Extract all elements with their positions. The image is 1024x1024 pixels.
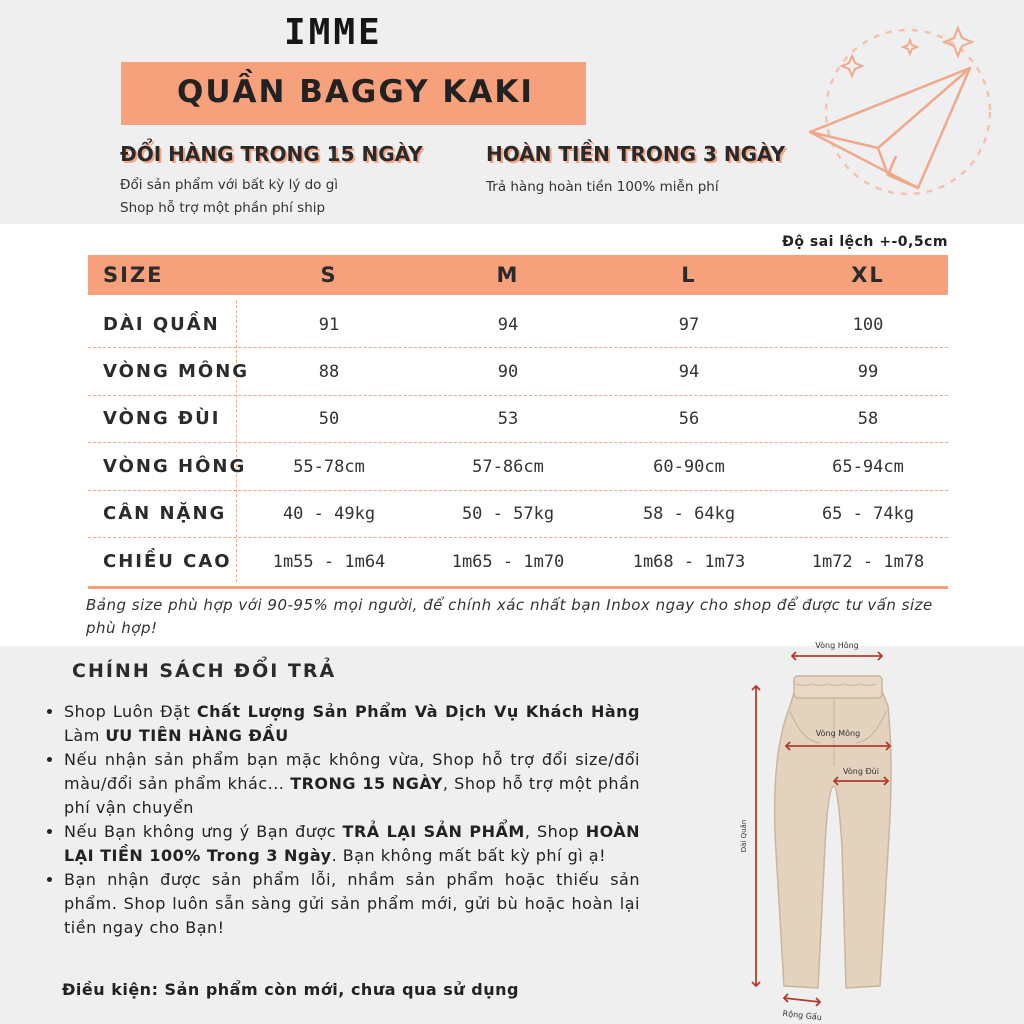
row-label: VÒNG ĐÙI — [103, 408, 221, 429]
row-divider — [88, 442, 948, 443]
policy-item — [64, 700, 640, 748]
table-row — [88, 539, 948, 586]
table-cell: 88 — [318, 362, 340, 382]
header-size: SIZE — [103, 263, 164, 287]
row-label: CHIỀU CAO — [103, 551, 232, 572]
condition-note: Điều kiện: Sản phẩm còn mới, chưa qua sử dụng — [62, 980, 519, 999]
policy-text: , Shop hỗ trợ một phần phí vận chuyển — [64, 774, 641, 817]
table-cell: 90 — [497, 362, 519, 382]
refund-policy-title: HOÀN TIỀN TRONG 3 NGÀY — [486, 142, 786, 166]
table-row — [88, 302, 948, 349]
policy-item — [64, 820, 640, 868]
table-cell: 53 — [497, 409, 519, 429]
table-cell: 99 — [857, 362, 879, 382]
table-cell: 50 — [318, 409, 340, 429]
row-divider — [88, 347, 948, 348]
header-l: L — [681, 263, 697, 287]
table-row — [88, 491, 948, 538]
label-length: Dài Quần — [740, 819, 748, 853]
policy-text: Làm — [64, 726, 106, 745]
brand-name: IMME — [284, 12, 383, 53]
table-cell: 91 — [318, 315, 340, 335]
size-table-header — [88, 255, 948, 295]
row-label: VÒNG HÔNG — [103, 456, 247, 477]
table-cell: 50 - 57kg — [461, 504, 555, 524]
policy-item — [64, 748, 640, 820]
tolerance-note: Độ sai lệch +-0,5cm — [782, 234, 948, 250]
table-cell: 94 — [678, 362, 700, 382]
table-cell: 94 — [497, 315, 519, 335]
header-xl: XL — [851, 263, 885, 287]
label-hem: Rộng Gấu — [782, 1008, 823, 1022]
table-cell: 100 — [852, 315, 884, 335]
table-cell: 97 — [678, 315, 700, 335]
policy-emphasis: TRONG 15 NGÀY — [290, 774, 443, 793]
product-title: QUẦN BAGGY KAKI — [177, 74, 534, 110]
label-hip-top: Vòng Hông — [815, 641, 859, 650]
table-cell: 65-94cm — [832, 457, 904, 477]
header-s: S — [320, 263, 338, 287]
table-row — [88, 349, 948, 396]
return-policy-title: CHÍNH SÁCH ĐỔI TRẢ — [72, 660, 337, 682]
table-cell: 58 — [857, 409, 879, 429]
row-label: DÀI QUẦN — [103, 314, 220, 335]
policy-item — [64, 868, 640, 940]
exchange-policy-line-1: Đổi sản phẩm với bất kỳ lý do gì — [120, 177, 339, 193]
label-seat: Vòng Mông — [815, 729, 861, 738]
table-cell: 57-86cm — [472, 457, 544, 477]
table-bottom-border — [88, 586, 948, 589]
table-cell: 40 - 49kg — [282, 504, 376, 524]
table-cell: 1m65 - 1m70 — [451, 552, 565, 572]
table-cell: 1m55 - 1m64 — [272, 552, 386, 572]
policy-emphasis: ƯU TIÊN HÀNG ĐẦU — [105, 726, 289, 745]
table-cell: 1m68 - 1m73 — [632, 552, 746, 572]
pants-measurement-diagram — [730, 636, 930, 1022]
table-cell: 1m72 - 1m78 — [811, 552, 925, 572]
policy-emphasis: TRẢ LẠI SẢN PHẨM — [342, 822, 525, 841]
policy-text: , Shop — [524, 822, 586, 841]
policy-text: Bạn nhận được sản phẩm lỗi, nhầm sản phẩm hoặc thiếu sản phẩm. Shop luôn sẵn sàng gửi sản phẩm mới, gửi bù hoặc hoàn lại tiền ngay cho Bạn! — [64, 870, 640, 937]
exchange-policy-title: ĐỔI HÀNG TRONG 15 NGÀY — [120, 142, 423, 166]
table-row — [88, 396, 948, 443]
table-cell: 60-90cm — [653, 457, 725, 477]
header-m: M — [496, 263, 520, 287]
policy-text: Nếu Bạn không ưng ý Bạn được — [64, 822, 343, 841]
policy-text: Shop Luôn Đặt — [64, 702, 197, 721]
policy-emphasis: Chất Lượng Sản Phẩm Và Dịch Vụ Khách Hàng — [196, 702, 640, 721]
waistband — [794, 676, 882, 698]
product-title-banner — [121, 62, 586, 125]
paper-plane-icon — [800, 20, 1000, 210]
table-cell: 65 - 74kg — [821, 504, 915, 524]
policy-text: Nếu nhận sản phẩm bạn mặc không vừa, Shop hỗ trợ đổi size/đổi màu/đổi sản phẩm khác... — [64, 750, 640, 793]
table-cell: 58 - 64kg — [642, 504, 736, 524]
return-policy-list — [44, 700, 640, 940]
row-label: VÒNG MÔNG — [103, 361, 250, 382]
table-cell: 55-78cm — [293, 457, 365, 477]
exchange-policy-line-2: Shop hỗ trợ một phần phí ship — [120, 200, 326, 216]
policy-text: . Bạn không mất bất kỳ phí gì ạ! — [331, 846, 606, 865]
row-divider — [88, 537, 948, 538]
table-row — [88, 444, 948, 491]
table-cell: 56 — [678, 409, 700, 429]
refund-policy-line-1: Trả hàng hoàn tiền 100% miễn phí — [486, 179, 719, 195]
label-thigh: Vòng Đùi — [843, 767, 879, 776]
row-label: CÂN NẶNG — [103, 503, 227, 524]
policy-emphasis: HOÀN LẠI TIỀN 100% Trong 3 Ngày — [64, 822, 641, 865]
size-note: Bảng size phù hợp với 90-95% mọi người, để chính xác nhất bạn Inbox ngay cho shop để được tư vấn size phù hợp! — [86, 596, 933, 637]
